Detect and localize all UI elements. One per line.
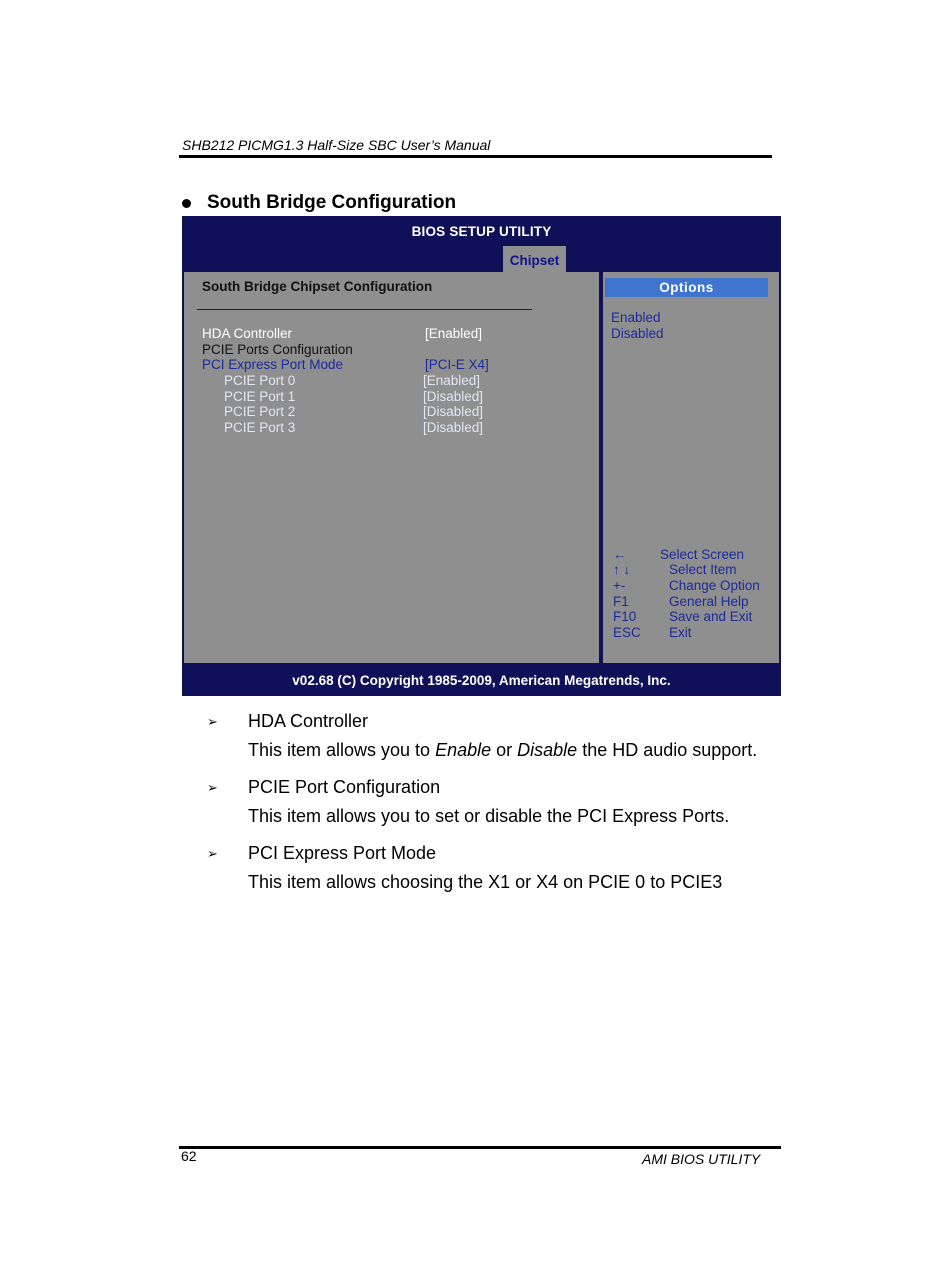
desc-body-pci-express-port-mode: This item allows choosing the X1 or X4 on PCIE 0 to PCIE3 <box>248 872 723 892</box>
setting-pcie-port-2-label[interactable]: PCIE Port 2 <box>224 404 296 419</box>
option-enabled[interactable]: Enabled <box>611 310 661 325</box>
key-desc-change-option: Change Option <box>669 578 760 593</box>
bullet-icon <box>182 199 191 208</box>
key-desc-select-screen: Select Screen <box>660 547 745 562</box>
panel-heading: South Bridge Chipset Configuration <box>202 279 433 294</box>
setting-pcie-port-1-label[interactable]: PCIE Port 1 <box>224 389 296 404</box>
desc-title-pci-express-port-mode: PCI Express Port Mode <box>248 843 437 863</box>
page-number: 62 <box>181 1148 197 1164</box>
setting-pcie-port-0-value[interactable]: [Enabled] <box>423 373 481 388</box>
key-plus-minus: +- <box>613 578 626 593</box>
section-heading <box>182 192 456 214</box>
up-down-arrow-key-icon: ↑ ↓ <box>613 562 631 577</box>
panel-divider <box>197 309 532 310</box>
left-arrow-key-icon: ← <box>613 547 627 562</box>
options-title: Options <box>605 278 768 297</box>
desc-body-hda-controller: This item allows you to Enable or Disable the HD audio support. <box>248 740 758 760</box>
key-desc-general-help: General Help <box>669 594 749 609</box>
header-rule <box>179 155 772 158</box>
setting-pcie-port-3-value[interactable]: [Disabled] <box>423 420 484 435</box>
setting-pcie-port-3-label[interactable]: PCIE Port 3 <box>224 420 296 435</box>
tab-chipset[interactable]: Chipset <box>503 246 566 272</box>
arrow-bullet-icon: ➢ <box>207 714 218 729</box>
setting-pcie-port-2-value[interactable]: [Disabled] <box>423 404 484 419</box>
section-title: South Bridge Configuration <box>207 192 457 213</box>
setting-hda-controller-label[interactable]: HDA Controller <box>202 326 293 341</box>
desc-title-hda-controller: HDA Controller <box>248 711 369 731</box>
setting-pcie-port-0-label[interactable]: PCIE Port 0 <box>224 373 296 388</box>
setting-pci-express-port-mode-value[interactable]: [PCI-E X4] <box>425 357 489 372</box>
setting-pci-express-port-mode-label[interactable]: PCI Express Port Mode <box>202 357 344 372</box>
desc-body-pcie-port-config: This item allows you to set or disable the PCI Express Ports. <box>248 806 730 826</box>
key-desc-select-item: Select Item <box>669 562 737 577</box>
bios-title: BIOS SETUP UTILITY <box>411 224 552 239</box>
bios-copyright: v02.68 (C) Copyright 1985-2009, American Megatrends, Inc. <box>182 665 781 696</box>
key-f1: F1 <box>613 594 629 609</box>
setting-pcie-ports-config-label[interactable]: PCIE Ports Configuration <box>202 342 353 357</box>
arrow-bullet-icon: ➢ <box>207 780 218 795</box>
arrow-bullet-icon: ➢ <box>207 846 218 861</box>
header-title: SHB212 PICMG1.3 Half-Size SBC User’s Manual <box>182 137 491 153</box>
bios-screenshot <box>182 216 781 696</box>
footer-rule <box>179 1146 781 1149</box>
key-esc: ESC <box>613 625 641 640</box>
key-desc-exit: Exit <box>669 625 692 640</box>
option-disabled[interactable]: Disabled <box>611 326 664 341</box>
footer-title: AMI BIOS UTILITY <box>642 1151 761 1167</box>
setting-pcie-port-1-value[interactable]: [Disabled] <box>423 389 484 404</box>
bios-top-bar <box>182 216 781 272</box>
desc-title-pcie-port-config: PCIE Port Configuration <box>248 777 441 797</box>
key-f10: F10 <box>613 609 637 624</box>
key-desc-save-exit: Save and Exit <box>669 609 753 624</box>
setting-hda-controller-value[interactable]: [Enabled] <box>425 326 483 341</box>
